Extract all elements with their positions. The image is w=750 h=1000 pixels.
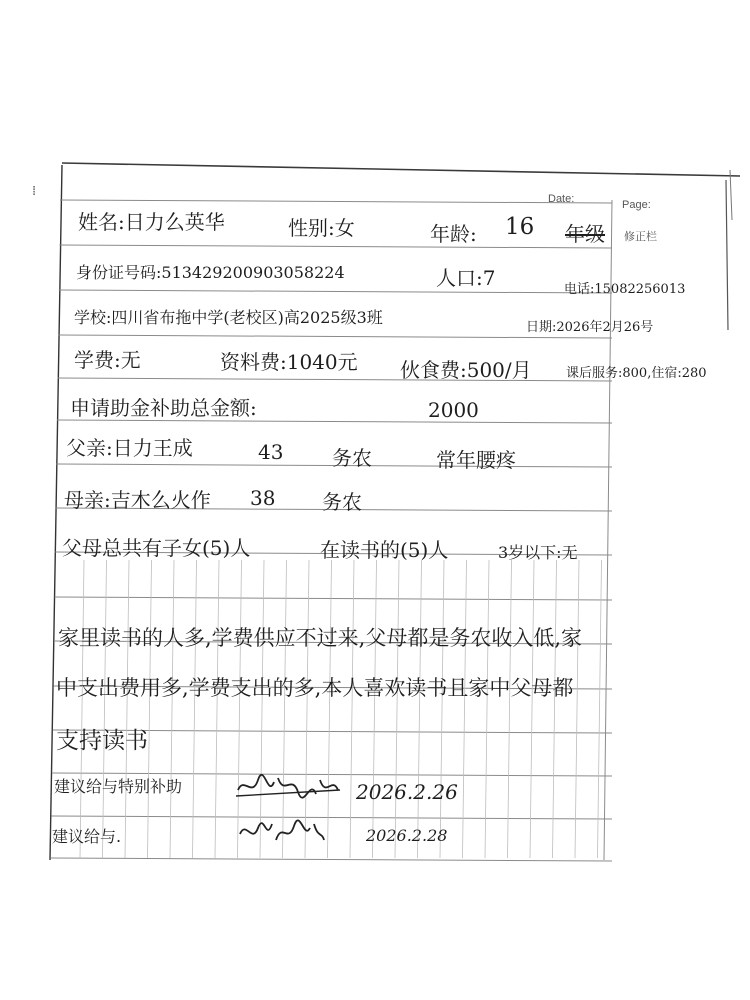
grid-column-line: [350, 560, 354, 858]
subsidy-total-amount: 2000: [428, 398, 479, 422]
grid-column-line: [508, 560, 512, 858]
food-fee-field: 伙食费:500/月: [400, 358, 532, 382]
grid-column-line: [125, 560, 129, 858]
date-field: 日期:2026年2月26号: [526, 320, 654, 335]
id-number-field: 身份证号码:513429200903058224: [76, 263, 345, 282]
father-health-note: 常年腰疼: [436, 448, 516, 472]
grid-column-line: [553, 560, 557, 858]
grid-column-line: [530, 560, 534, 858]
reason-line-3: 支持读书: [56, 728, 148, 754]
phone-field: 电话:15082256013: [564, 282, 686, 297]
tuition-field: 学费:无: [74, 348, 141, 372]
grid-column-line: [215, 560, 219, 858]
grid-column-line: [103, 560, 107, 858]
recommendation-1-label: 建议给与特别补助: [54, 777, 183, 796]
grade-mark: 年级: [565, 222, 605, 246]
ruled-line: [55, 597, 612, 600]
reason-line-2: 中支出费用多,学费支出的多,本人喜欢读书且家中父母都: [56, 676, 574, 700]
ruled-line: [60, 200, 612, 203]
svg-text:⁞: ⁞: [32, 184, 37, 199]
grid-column-line: [148, 560, 152, 858]
name-field: 姓名:日力么英华: [78, 210, 225, 234]
grid-column-line: [80, 560, 84, 858]
ruled-line: [58, 335, 612, 338]
grid-column-line: [373, 560, 377, 858]
grid-column-line: [395, 560, 399, 858]
grid-column-line: [170, 560, 174, 858]
grid-column-line: [440, 560, 444, 858]
extra-fees-field: 课后服务:800,住宿:280: [566, 366, 707, 381]
page-label: Page:: [622, 199, 651, 211]
reason-line-1: 家里读书的人多,学费供应不过来,父母都是务农收入低,家: [58, 626, 583, 650]
mother-occupation: 务农: [322, 490, 362, 514]
mother-field: 母亲:吉木么火作: [64, 488, 211, 512]
subsidy-total-label: 申请助金补助总金额:: [70, 396, 257, 420]
age-label: 年龄:: [430, 222, 477, 246]
recommendation-2-label: 建议给与.: [52, 827, 122, 846]
correction-column-label: 修正栏: [624, 230, 657, 243]
ruled-line: [59, 245, 612, 248]
grid-column-line: [598, 560, 602, 858]
grid-column-line: [193, 560, 197, 858]
recommender-1-signature: [234, 768, 344, 808]
ruled-line: [59, 290, 612, 293]
grid-column-line: [575, 560, 579, 858]
grid-column-line: [485, 560, 489, 858]
children-in-school-field: 在读书的(5)人: [320, 538, 449, 562]
date-label: Date:: [548, 193, 575, 205]
grid-column-line: [418, 560, 422, 858]
recommendation-1-date: 2026.2.26: [356, 780, 458, 804]
ruled-line: [51, 858, 612, 861]
recommendation-2-date: 2026.2.28: [366, 826, 448, 845]
grid-column-line: [328, 560, 332, 858]
children-under3-field: 3岁以下:无: [498, 543, 578, 562]
father-occupation: 务农: [332, 446, 372, 470]
grid-column-line: [463, 560, 467, 858]
age-value: 16: [505, 214, 535, 240]
ruled-line: [52, 816, 612, 819]
recommender-2-signature: [236, 814, 326, 852]
school-field: 学校:四川省布拖中学(老校区)高2025级3班: [74, 308, 383, 327]
mother-age: 38: [250, 486, 276, 510]
children-total-field: 父母总共有子女(5)人: [62, 536, 251, 560]
household-size-field: 人口:7: [436, 266, 496, 290]
materials-fee-field: 资料费:1040元: [220, 350, 358, 374]
father-age: 43: [258, 440, 284, 464]
father-field: 父亲:日力王成: [66, 436, 193, 460]
gender-field: 性别:女: [288, 216, 355, 240]
